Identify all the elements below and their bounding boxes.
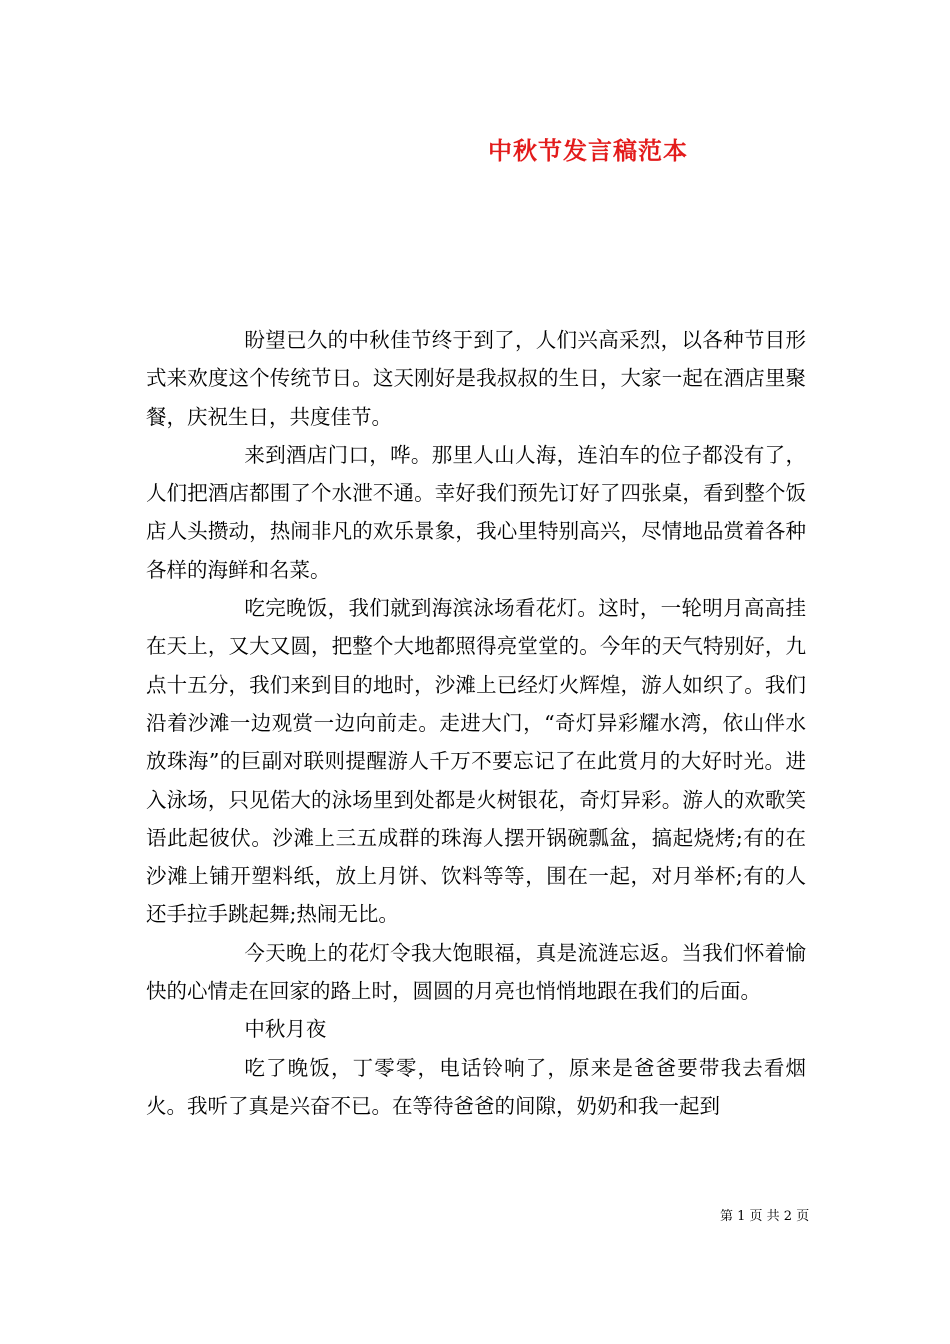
- document-title: 中秋节发言稿范本: [488, 136, 688, 165]
- document-body: [146, 321, 806, 1125]
- paragraph-1: 盼望已久的中秋佳节终于到了，人们兴高采烈，以各种节目形式来欢度这个传统节日。这天刚好是我叔叔的生日，大家一起在酒店里聚餐，庆祝生日，共度佳节。: [146, 328, 806, 429]
- paragraph-4: 今天晚上的花灯令我大饱眼福，真是流涟忘返。当我们怀着愉快的心情走在回家的路上时，圆圆的月亮也悄悄地跟在我们的后面。: [146, 940, 806, 1004]
- paragraph-5: 吃了晚饭，丁零零，电话铃响了，原来是爸爸要带我去看烟火。我听了真是兴奋不已。在等待爸爸的间隙，奶奶和我一起到: [146, 1055, 806, 1118]
- paragraph-3: 吃完晚饭，我们就到海滨泳场看花灯。这时，一轮明月高高挂在天上，又大又圆，把整个大地都照得亮堂堂的。今年的天气特别好，九点十五分，我们来到目的地时，沙滩上已经灯火辉煌，游人如织了。我们沿着沙滩一边观赏一边向前走。走进大门，“奇灯异彩耀水湾，依山伴水放珠海”的巨副对联则提醒游人千万不要忘记了在此赏月的大好时光。进入泳场，只见偌大的泳场里到处都是火树银花，奇灯异彩。游人的欢歌笑语此起彼伏。沙滩上三五成群的珠海人摆开锅碗瓢盆，搞起烧烤;有的在沙滩上铺开塑料纸，放上月饼、饮料等等，围在一起，对月举杯;有的人还手拉手跳起舞;热闹无比。: [146, 596, 806, 927]
- section-heading: 中秋月夜: [244, 1017, 327, 1042]
- page-footer: 第 1 页 共 2 页: [720, 1209, 810, 1224]
- paragraph-2: 来到酒店门口，哗。那里人山人海，连泊车的位子都没有了，人们把酒店都围了个水泄不通。幸好我们预先订好了四张桌，看到整个饭店人头攒动，热闹非凡的欢乐景象，我心里特别高兴，尽情地品赏着各种各样的海鲜和名菜。: [146, 442, 806, 582]
